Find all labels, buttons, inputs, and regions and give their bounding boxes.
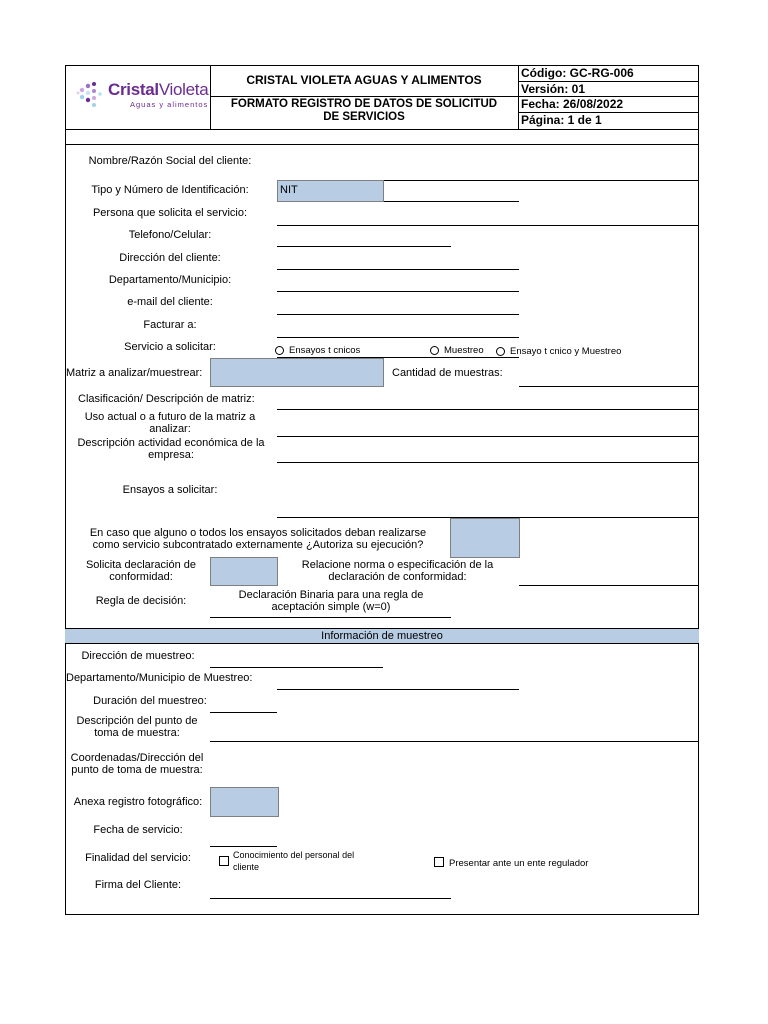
punto-line[interactable] [210, 741, 699, 742]
nit-label: NIT [280, 184, 298, 196]
label-email: e-mail del cliente: [127, 296, 213, 308]
dep-muestreo-line[interactable] [277, 689, 519, 690]
actividad-line[interactable] [277, 462, 699, 463]
header-divider [65, 144, 699, 145]
label-declaracion [72, 559, 210, 583]
option-conocimiento-line2: cliente [233, 862, 260, 871]
logo-brand-1: Cristal [108, 80, 159, 99]
firma-line[interactable] [210, 898, 451, 899]
label-firma: Firma del Cliente: [94, 879, 182, 891]
label-facturar: Facturar a: [143, 319, 197, 331]
label-finalidad: Finalidad del servicio: [85, 852, 191, 864]
form-title-line1: FORMATO REGISTRO DE DATOS DE SOLICITUD [230, 98, 498, 110]
logo-dots-icon [74, 78, 108, 112]
persona-line[interactable] [277, 225, 699, 226]
autoriza-field[interactable] [450, 518, 520, 558]
email-line[interactable] [277, 314, 519, 315]
label-actividad-line1: Descripción actividad económica de la [77, 437, 265, 449]
option-conocimiento [233, 849, 354, 871]
checkbox-ente-regulador[interactable] [434, 857, 444, 867]
option-muestreo: Muestreo [444, 345, 484, 356]
anexa-field[interactable] [210, 787, 279, 817]
doc-version: Versión: 01 [521, 82, 586, 96]
radio-muestreo[interactable] [430, 346, 439, 355]
label-anexa: Anexa registro fotográfico: [73, 796, 203, 808]
label-persona: Persona que solicita el servicio: [92, 207, 248, 219]
matriz-field[interactable] [210, 358, 384, 387]
regla-value-line1: Declaración Binaria para una regla de [238, 589, 424, 601]
checkbox-conocimiento[interactable] [219, 856, 229, 866]
logo-brand-2: Violeta [158, 80, 209, 99]
label-nombre: Nombre/Razón Social del cliente: [88, 155, 252, 167]
label-uso [72, 411, 268, 435]
label-cantidad: Cantidad de muestras: [392, 367, 503, 379]
header-divider [65, 129, 699, 130]
radio-ensayos[interactable] [275, 346, 284, 355]
label-servicio: Servicio a solicitar: [124, 341, 216, 353]
regla-value-line2: aceptación simple (w=0) [271, 601, 391, 613]
label-telefono: Telefono/Celular: [128, 229, 212, 241]
label-punto-line2: toma de muestra: [94, 727, 180, 739]
company-name: CRISTAL VIOLETA AGUAS Y ALIMENTOS [246, 73, 482, 87]
id-number-line[interactable] [384, 201, 519, 202]
uso-line[interactable] [277, 436, 699, 437]
company-logo [72, 76, 209, 116]
label-actividad-line2: empresa: [148, 449, 194, 461]
label-declaracion-line1: Solicita declaración de [85, 559, 197, 571]
clasificacion-line[interactable] [277, 409, 699, 410]
label-tipo-id: Tipo y Número de Identificación: [91, 184, 249, 196]
doc-code: Código: GC-RG-006 [521, 66, 634, 80]
label-duracion: Duración del muestreo: [93, 695, 207, 707]
section-sampling-title: Información de muestreo [321, 630, 443, 642]
fecha-servicio-line[interactable] [210, 846, 277, 847]
label-dep-muestreo: Departamento/Municipio de Muestreo: [66, 672, 253, 684]
line [210, 617, 451, 618]
logo-tagline: Aguas y alimentos [130, 100, 209, 109]
label-uso-line2: analizar: [149, 423, 191, 435]
label-departamento: Departamento/Municipio: [108, 274, 232, 286]
label-ensayos: Ensayos a solicitar: [122, 484, 218, 496]
option-ente-regulador: Presentar ante un ente regulador [449, 858, 589, 869]
option-ensayos: Ensayos t cnicos [289, 345, 361, 356]
label-clasificacion: Clasificación/ Descripción de matriz: [78, 393, 255, 405]
nit-field[interactable] [277, 180, 384, 202]
label-matriz: Matriz a analizar/muestrear: [66, 367, 203, 379]
label-norma-line1: Relacione norma o especificación de la [301, 559, 494, 571]
label-punto [66, 715, 208, 739]
label-regla: Regla de decisión: [95, 595, 187, 607]
departamento-line[interactable] [277, 291, 519, 292]
label-declaracion-line2: conformidad: [109, 571, 173, 583]
label-punto-line1: Descripción del punto de [76, 715, 198, 727]
label-direccion: Dirección del cliente: [119, 252, 221, 264]
label-coord [66, 752, 208, 776]
label-coord-line1: Coordenadas/Dirección del [70, 752, 204, 764]
label-subcontrato-line1: En caso que alguno o todos los ensayos solicitados deban realizarse [89, 527, 427, 539]
norma-line[interactable] [519, 585, 699, 586]
header-divider [210, 96, 518, 97]
doc-date: Fecha: 26/08/2022 [521, 97, 624, 111]
label-dir-muestreo: Dirección de muestreo: [81, 650, 195, 662]
form-title-line2: DE SERVICIOS [323, 111, 405, 123]
label-uso-line1: Uso actual o a futuro de la matriz a [84, 411, 256, 423]
label-fecha-servicio: Fecha de servicio: [93, 824, 183, 836]
direccion-line[interactable] [277, 269, 519, 270]
telefono-line[interactable] [277, 246, 451, 247]
form-title [210, 98, 518, 124]
label-subcontrato-line2: como servicio subcontratado externamente ¿Autoriza su ejecución? [92, 539, 424, 551]
label-norma [284, 559, 511, 583]
label-actividad [66, 437, 276, 461]
option-conocimiento-line1: Conocimiento del personal del [233, 850, 355, 860]
dir-muestreo-line[interactable] [210, 667, 383, 668]
label-coord-line2: punto de toma de muestra: [71, 764, 203, 776]
label-norma-line2: declaración de conformidad: [328, 571, 467, 583]
option-ensayo-y-muestreo: Ensayo t cnico y Muestreo [510, 346, 622, 357]
doc-page: Página: 1 de 1 [521, 113, 602, 127]
radio-ensayo-y-muestreo[interactable] [496, 347, 505, 356]
cantidad-line[interactable] [519, 386, 699, 387]
regla-value [210, 589, 452, 613]
declaracion-field[interactable] [210, 557, 278, 586]
label-subcontrato [66, 527, 450, 551]
header-divider [518, 65, 519, 129]
duracion-line[interactable] [210, 712, 277, 713]
facturar-line[interactable] [277, 337, 519, 338]
